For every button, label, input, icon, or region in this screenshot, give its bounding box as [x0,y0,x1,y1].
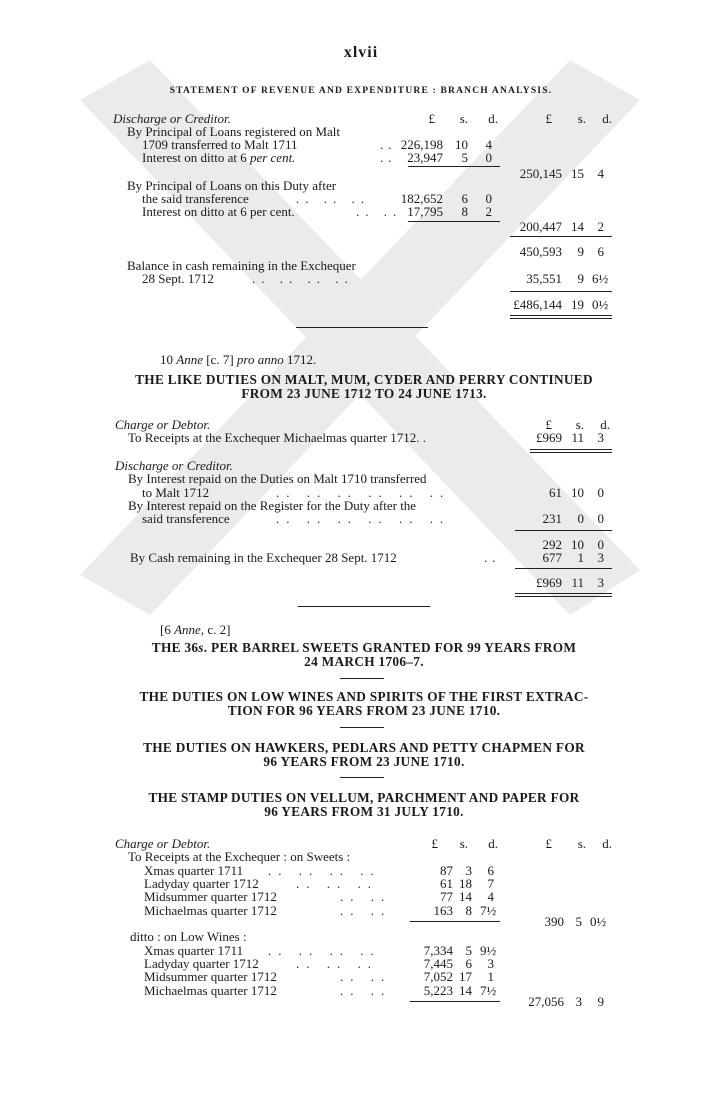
wines-total-pounds: 27,056 [528,994,564,1009]
s2-charge-heading: Charge or Debtor. [115,417,211,432]
sweets-row-pence: 7½ [480,903,497,918]
dot-leader: .. .. [340,983,392,998]
s1-bal-pounds: 35,551 [526,271,562,286]
s2-cash-shillings: 1 [577,550,584,565]
s2-d1a: By Interest repaid on the Duties on Malt 1710 transferred [128,471,427,486]
subtotal-rule [408,166,500,167]
s1-l1b-shillings: 10 [455,137,468,152]
short-separator [340,678,384,679]
s2-d1-pounds: 61 [549,485,562,500]
wines-total-shillings: 3 [575,994,582,1009]
dot-leader: .. [380,137,397,152]
short-separator [340,777,384,778]
s3-col-shillings-2: s. [577,836,586,851]
s2-d2a: By Interest repaid on the Register for the Duty after the [128,498,417,513]
s1-l2b-pence: 0 [485,191,492,206]
s2-d2-pence: 0 [597,511,604,526]
sweets-row-pounds: 163 [433,903,453,918]
subtotal-rule [515,530,612,531]
s2-ref-a: 10 [160,352,177,367]
s1-line1a: By Principal of Loans registered on Malt [127,124,341,139]
s2-cash-pence: 3 [597,550,604,565]
dot-leader: .. .. .. .. [268,863,381,878]
col-head-pounds-2: £ [545,111,552,126]
s1-sub2-shillings: 14 [571,219,584,234]
wines-row-pence: 9½ [480,943,497,958]
subtotal-rule [410,921,500,922]
s1-balance-b: 28 Sept. 1712 [142,271,214,286]
col-head-pounds-1: £ [428,111,435,126]
s2-cash-line: By Cash remaining in the Exchequer 28 Sept. 1712 [130,550,397,565]
dot-leader: .. .. [340,903,392,918]
s1-l1b-pence: 4 [485,137,492,152]
total-double-rule [510,315,612,319]
s1-line1c [142,150,295,166]
s2-d1b: to Malt 1712 [142,485,210,500]
sweets-total-pounds: 390 [544,914,564,929]
s2-total-pounds: £969 [536,575,562,590]
s2-ref-b: Anne [176,352,203,367]
s3-title2-line2: TION FOR 96 YEARS FROM 23 JUNE 1710. [227,703,501,718]
wines-row-label: Ladyday quarter 1712 [144,956,259,971]
s1-sub1-pounds: 250,145 [519,166,562,181]
wines-row-label: Xmas quarter 1711 [144,943,244,958]
s2-sub-shillings: 10 [571,537,584,552]
s2-col-shillings: s. [575,417,584,432]
s2-ref-e: 1712. [283,352,317,367]
sweets-row-shillings: 8 [465,903,472,918]
s2-title-line2: FROM 23 JUNE 1712 TO 24 JUNE 1713. [241,386,487,401]
s1-l1c-pounds: 23,947 [407,150,443,165]
running-head: STATEMENT OF REVENUE AND EXPENDITURE : BRANCH ANALYSIS. [169,86,553,96]
wines-row-pounds: 7,445 [423,956,453,971]
page-number: xlvii [343,44,379,61]
sweets-total-pence: 0½ [590,914,607,929]
s1-total-pounds: £486,144 [513,297,562,312]
dot-leader: .. [380,150,397,165]
dot-leader: .. .. .. [296,956,378,971]
s1-l2b-pounds: 182,652 [400,191,443,206]
s1-sum-shillings: 9 [577,244,584,259]
s1-l1b-pounds: 226,198 [400,137,443,152]
s2-d1-pence: 0 [597,485,604,500]
wines-row-shillings: 17 [459,969,472,984]
s1-sub1-shillings: 15 [571,166,584,181]
s2-ref-c: [c. 7] [202,352,237,367]
s2-d2-shillings: 0 [577,511,584,526]
s3-col-shillings-1: s. [459,836,468,851]
s3-t1b: s [198,640,204,655]
s1-sub2-pounds: 200,447 [519,219,562,234]
s1-l2c-pounds: 17,795 [407,204,443,219]
s2-title-line1: THE LIKE DUTIES ON MALT, MUM, CYDER AND PERRY CONTINUED [135,372,593,387]
s2-d2b: said transference [142,511,230,526]
dot-leader: .. .. .. [296,876,378,891]
s3-col-pence-2: d. [602,836,612,851]
dot-leader: .. .. .. [296,191,370,206]
s3-col-pence-1: d. [488,836,498,851]
s3-title3-line2: 96 YEARS FROM 23 JUNE 1710. [263,754,465,769]
s1-line2a: By Principal of Loans on this Duty after [127,178,337,193]
s2-col-pounds: £ [545,417,552,432]
col-head-pence-2: d. [602,111,612,126]
dot-leader: .. .. .. .. [268,943,381,958]
s1-sum-pence: 6 [597,244,604,259]
wines-row-shillings: 5 [465,943,472,958]
subtotal-rule [408,221,500,222]
sweets-row-label: Michaelmas quarter 1712 [144,903,277,918]
s2-sub-pence: 0 [597,537,604,552]
wines-row-label: Michaelmas quarter 1712 [144,983,277,998]
discharge-heading: Discharge or Creditor. [113,111,231,126]
sweets-row-pounds: 61 [440,876,453,891]
s1-l2c-shillings: 8 [461,204,468,219]
s1-sub2-pence: 2 [597,219,604,234]
s2-cash-pounds: 677 [542,550,562,565]
total-double-rule [530,449,612,453]
s2-ref-d: pro anno [236,352,284,367]
s3-title4-line1: THE STAMP DUTIES ON VELLUM, PARCHMENT AND PAPER FOR [148,790,580,805]
dot-leader: .. .. [356,204,403,219]
sweets-row-label: Midsummer quarter 1712 [144,889,277,904]
s1-l1c-pence: 0 [485,150,492,165]
s1-sub1-pence: 4 [597,166,604,181]
s2-sub-pounds: 292 [542,537,562,552]
s2-d1-shillings: 10 [571,485,584,500]
s1-bal-pence: 6½ [592,271,609,286]
s2-charge-shillings: 11 [571,430,584,445]
sweets-row-pence: 4 [487,889,494,904]
s1-l2b-shillings: 6 [461,191,468,206]
wines-row-pence: 7½ [480,983,497,998]
wines-row-pounds: 5,223 [423,983,453,998]
s2-total-pence: 3 [597,575,604,590]
s3-title3-line1: THE DUTIES ON HAWKERS, PEDLARS AND PETTY CHAPMEN FOR [143,740,585,755]
s3-ref-a: [6 [160,622,175,637]
s3-title2-line1: THE DUTIES ON LOW WINES AND SPIRITS OF THE FIRST EXTRAC- [139,689,589,704]
wines-row-label: Midsummer quarter 1712 [144,969,277,984]
s2-act-reference [160,352,316,368]
wines-total-pence: 9 [597,994,604,1009]
sweets-total-shillings: 5 [575,914,582,929]
s3-charge-heading: Charge or Debtor. [115,836,211,851]
s1-total-shillings: 19 [571,297,584,312]
wines-row-pence: 1 [487,969,494,984]
wines-row-shillings: 6 [465,956,472,971]
s1-line1b: 1709 transferred to Malt 1711 [142,137,298,152]
s1-line2b: the said transference [142,191,249,206]
col-head-shillings-1: s. [459,111,468,126]
s1-line2c: Interest on ditto at 6 per cent. [142,204,295,219]
s3-ditto-line: ditto : on Low Wines : [130,929,247,944]
sum-rule [510,291,612,292]
dot-leader: .. .. .. .. .. .. [276,511,451,526]
s3-title1-line2: 24 MARCH 1706–7. [304,654,424,669]
s3-title4-line2: 96 YEARS FROM 31 JULY 1710. [264,804,464,819]
sweets-row-shillings: 3 [465,863,472,878]
dot-leader: .. .. [340,889,392,904]
col-head-shillings-2: s. [577,111,586,126]
sweets-row-label: Xmas quarter 1711 [144,863,244,878]
s1-bal-shillings: 9 [577,271,584,286]
wines-row-pounds: 7,334 [423,943,453,958]
wines-row-pence: 3 [487,956,494,971]
s3-ref-c: , c. 2] [200,622,231,637]
short-separator [340,727,384,728]
s1-sum-pounds: 450,593 [519,244,562,259]
sweets-row-shillings: 18 [459,876,472,891]
sweets-row-pence: 6 [487,863,494,878]
s1-total-pence: 0½ [592,297,609,312]
s2-discharge-heading: Discharge or Creditor. [115,458,233,473]
sum-rule [515,568,612,569]
s2-total-shillings: 11 [571,575,584,590]
s2-charge-pounds: £969 [536,430,562,445]
col-head-pence-1: d. [488,111,498,126]
sweets-row-shillings: 14 [459,889,472,904]
sweets-row-pounds: 87 [440,863,453,878]
s3-act-reference [160,622,230,638]
sweets-row-pounds: 77 [440,889,453,904]
total-double-rule [515,593,612,597]
s3-t1c: . PER BARREL SWEETS GRANTED FOR 99 YEARS FROM [203,640,577,655]
s3-ref-b: Anne [174,622,201,637]
dot-leader: .. .. [340,969,392,984]
s1-balance-a: Balance in cash remaining in the Exchequer [127,258,356,273]
dot-leader: .. [484,550,501,565]
s1-line1c-italic: per cent. [249,150,296,165]
sweets-row-label: Ladyday quarter 1712 [144,876,259,891]
dot-leader: .. .. .. .. [252,271,354,286]
subtotal-rule [410,1001,500,1002]
s1-l1c-shillings: 5 [461,150,468,165]
s2-d2-pounds: 231 [542,511,562,526]
s3-col-pounds-1: £ [431,836,438,851]
dot-leader: .. .. .. .. .. .. [276,485,451,500]
s2-col-pence: d. [600,417,610,432]
section-separator [296,327,428,328]
s2-charge-pence: 3 [597,430,604,445]
wines-row-pounds: 7,052 [423,969,453,984]
wines-row-shillings: 14 [459,983,472,998]
sweets-row-pence: 7 [487,876,494,891]
s2-charge-line: To Receipts at the Exchequer Michaelmas quarter 1712. . [128,430,426,445]
section-separator [298,606,430,607]
sum-rule [510,236,612,237]
s3-t1a: THE 36 [151,640,199,655]
s3-receipts-line: To Receipts at the Exchequer : on Sweets : [128,849,351,864]
s1-l2c-pence: 2 [485,204,492,219]
s3-col-pounds-2: £ [545,836,552,851]
s1-line1c-text: Interest on ditto at 6 [142,150,250,165]
